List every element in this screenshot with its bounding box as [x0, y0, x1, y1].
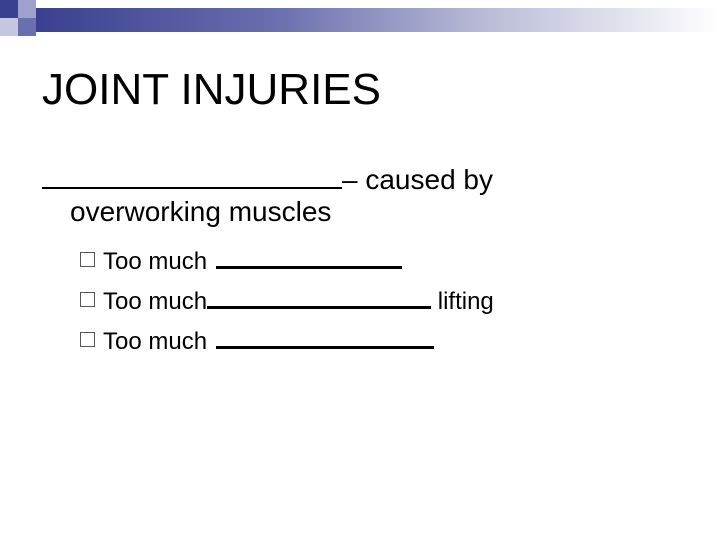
main-text: – caused by [342, 164, 493, 195]
decorative-square [0, 18, 18, 36]
decorative-square [0, 0, 18, 18]
bullet-list [80, 246, 494, 366]
bullet-prefix: Too much [103, 328, 208, 355]
decorative-header [0, 0, 720, 40]
list-item [80, 326, 494, 366]
slide-title: JOINT INJURIES [42, 65, 382, 114]
header-gradient-band [36, 8, 720, 32]
fill-in-blank [42, 163, 342, 189]
list-item [80, 246, 494, 286]
bullet-suffix: lifting [437, 288, 494, 315]
checkbox-bullet-icon [80, 252, 95, 267]
checkbox-bullet-icon [80, 292, 95, 307]
bullet-prefix: Too much [103, 288, 208, 315]
decorative-square [18, 18, 36, 36]
checkbox-bullet-icon [80, 332, 95, 347]
fill-in-blank [216, 246, 402, 269]
fill-in-blank [216, 326, 434, 349]
bullet-prefix: Too much [103, 248, 208, 275]
main-point-line1 [42, 163, 493, 196]
fill-in-blank [207, 286, 431, 309]
decorative-square [18, 0, 36, 18]
main-text-continued: overworking muscles [70, 196, 332, 227]
list-item [80, 286, 494, 326]
main-point [42, 163, 493, 228]
